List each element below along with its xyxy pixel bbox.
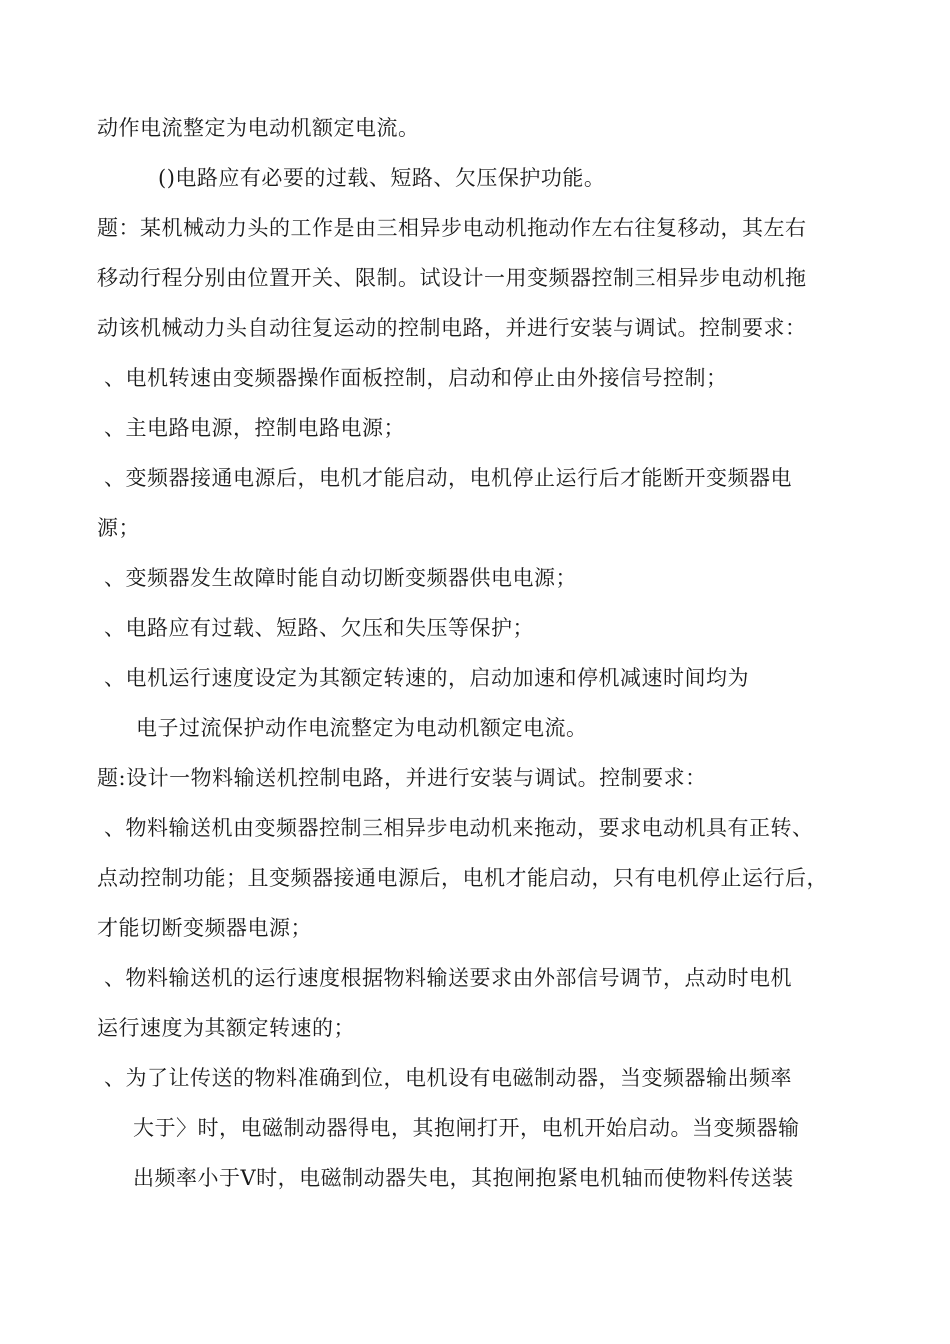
text-line: 、为了让传送的物料准确到位，电机设有电磁制动器，当变频器输出频率 xyxy=(104,1066,792,1090)
text-line: 动该机械动力头自动往复运动的控制电路，并进行安装与调试。控制要求： xyxy=(97,316,807,340)
text-line: 源； xyxy=(97,516,140,540)
text-line: 、变频器接通电源后，电机才能启动，电机停止运行后才能断开变频器电 xyxy=(104,466,792,490)
text-line: 大于〉时，电磁制动器得电，其抱闸打开，电机开始启动。当变频器输 xyxy=(133,1116,800,1140)
text-line: 、变频器发生故障时能自动切断变频器供电电源； xyxy=(104,566,577,590)
text-line: 动作电流整定为电动机额定电流。 xyxy=(97,116,420,140)
text-line: 移动行程分别由位置开关、限制。试设计一用变频器控制三相异步电动机拖 xyxy=(97,266,807,290)
text-line: 题:设计一物料输送机控制电路，并进行安装与调试。控制要求： xyxy=(97,766,707,790)
text-line: ()电路应有必要的过载、短路、欠压保护功能。 xyxy=(158,166,606,190)
text-line: 题：某机械动力头的工作是由三相异步电动机拖动作左右往复移动，其左右 xyxy=(97,216,807,240)
text-line: 、电机运行速度设定为其额定转速的，启动加速和停机减速时间均为 xyxy=(104,666,749,690)
text-line: 、物料输送机由变频器控制三相异步电动机来拖动，要求电动机具有正转、 xyxy=(104,816,814,840)
text-line: 、电机转速由变频器操作面板控制，启动和停止由外接信号控制； xyxy=(104,366,728,390)
text-line: 点动控制功能；且变频器接通电源后，电机才能启动，只有电机停止运行后， xyxy=(97,866,828,890)
text-line: 出频率小于V时，电磁制动器失电，其抱闸抱紧电机轴而使物料传送装 xyxy=(133,1166,794,1190)
text-line: 运行速度为其额定转速的； xyxy=(97,1016,355,1040)
text-line: 、电路应有过载、短路、欠压和失压等保护； xyxy=(104,616,534,640)
text-line: 、物料输送机的运行速度根据物料输送要求由外部信号调节，点动时电机 xyxy=(104,966,792,990)
text-line: 、主电路电源，控制电路电源； xyxy=(104,416,405,440)
text-line: 才能切断变频器电源； xyxy=(97,916,312,940)
text-line: 电子过流保护动作电流整定为电动机额定电流。 xyxy=(136,716,588,740)
